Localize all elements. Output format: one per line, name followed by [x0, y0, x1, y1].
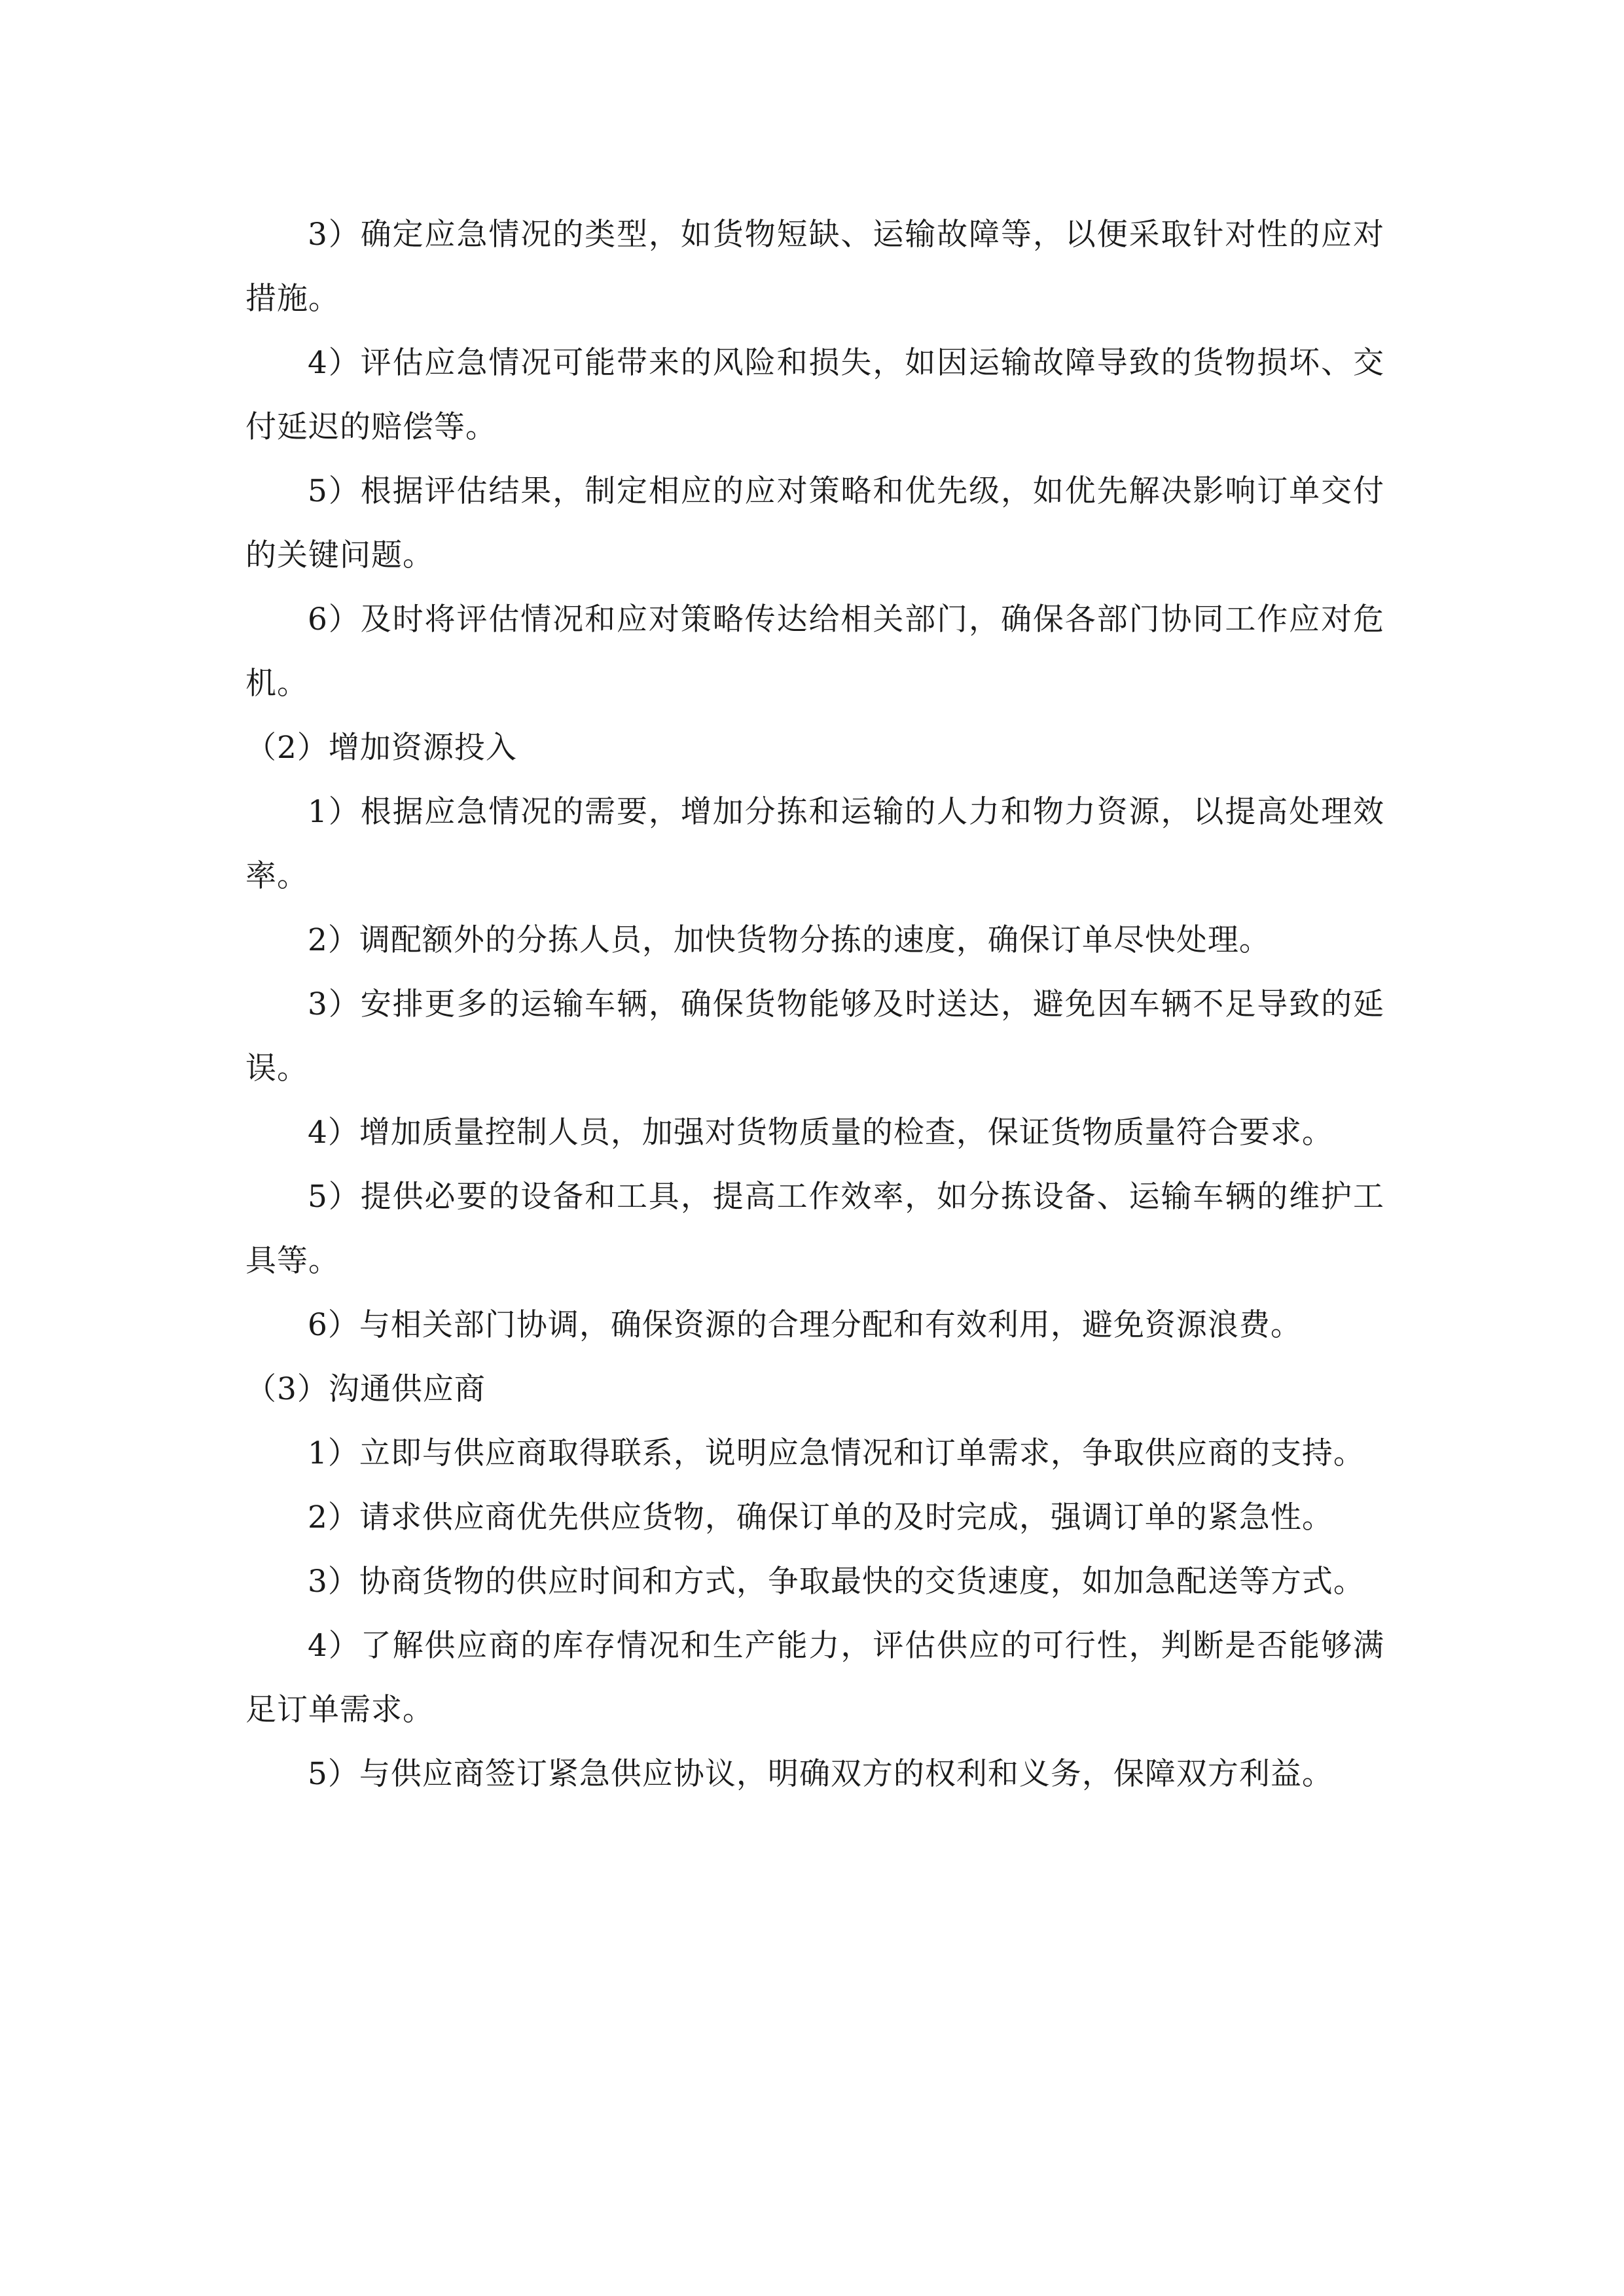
section-heading-resources: （2）增加资源投入: [245, 730, 517, 766]
paragraph-assess-communicate: 6）及时将评估情况和应对策略传达给相关部门，确保各部门协同工作应对危机。: [245, 601, 1384, 702]
paragraph-resources-6: 6）与相关部门协调，确保资源的合理分配和有效利用，避免资源浪费。: [308, 1307, 1302, 1343]
paragraph-assess-type: 3）确定应急情况的类型，如货物短缺、运输故障等，以便采取针对性的应对措施。: [245, 217, 1384, 317]
paragraph-suppliers-4: 4）了解供应商的库存情况和生产能力，评估供应的可行性，判断是否能够满足订单需求。: [245, 1628, 1384, 1728]
paragraph-resources-3: 3）安排更多的运输车辆，确保货物能够及时送达，避免因车辆不足导致的延误。: [245, 986, 1384, 1086]
paragraph-suppliers-5: 5）与供应商签订紧急供应协议，明确双方的权利和义务，保障双方利益。: [308, 1756, 1333, 1792]
section-heading-suppliers: （3）沟通供应商: [245, 1371, 486, 1407]
paragraph-resources-5: 5）提供必要的设备和工具，提高工作效率，如分拣设备、运输车辆的维护工具等。: [245, 1179, 1384, 1279]
paragraph-assess-risk: 4）评估应急情况可能带来的风险和损失，如因运输故障导致的货物损坏、交付延迟的赔偿等。: [245, 345, 1384, 445]
paragraph-resources-1: 1）根据应急情况的需要，增加分拣和运输的人力和物力资源，以提高处理效率。: [245, 794, 1384, 894]
paragraph-suppliers-1: 1）立即与供应商取得联系，说明应急情况和订单需求，争取供应商的支持。: [308, 1435, 1365, 1471]
document-body: [245, 203, 1384, 1806]
paragraph-assess-strategy: 5）根据评估结果，制定相应的应对策略和优先级，如优先解决影响订单交付的关键问题。: [245, 473, 1384, 573]
paragraph-suppliers-2: 2）请求供应商优先供应货物，确保订单的及时完成，强调订单的紧急性。: [308, 1499, 1333, 1535]
paragraph-resources-2: 2）调配额外的分拣人员，加快货物分拣的速度，确保订单尽快处理。: [308, 922, 1271, 958]
paragraph-suppliers-3: 3）协商货物的供应时间和方式，争取最快的交货速度，如加急配送等方式。: [308, 1564, 1365, 1600]
paragraph-resources-4: 4）增加质量控制人员，加强对货物质量的检查，保证货物质量符合要求。: [308, 1115, 1333, 1151]
